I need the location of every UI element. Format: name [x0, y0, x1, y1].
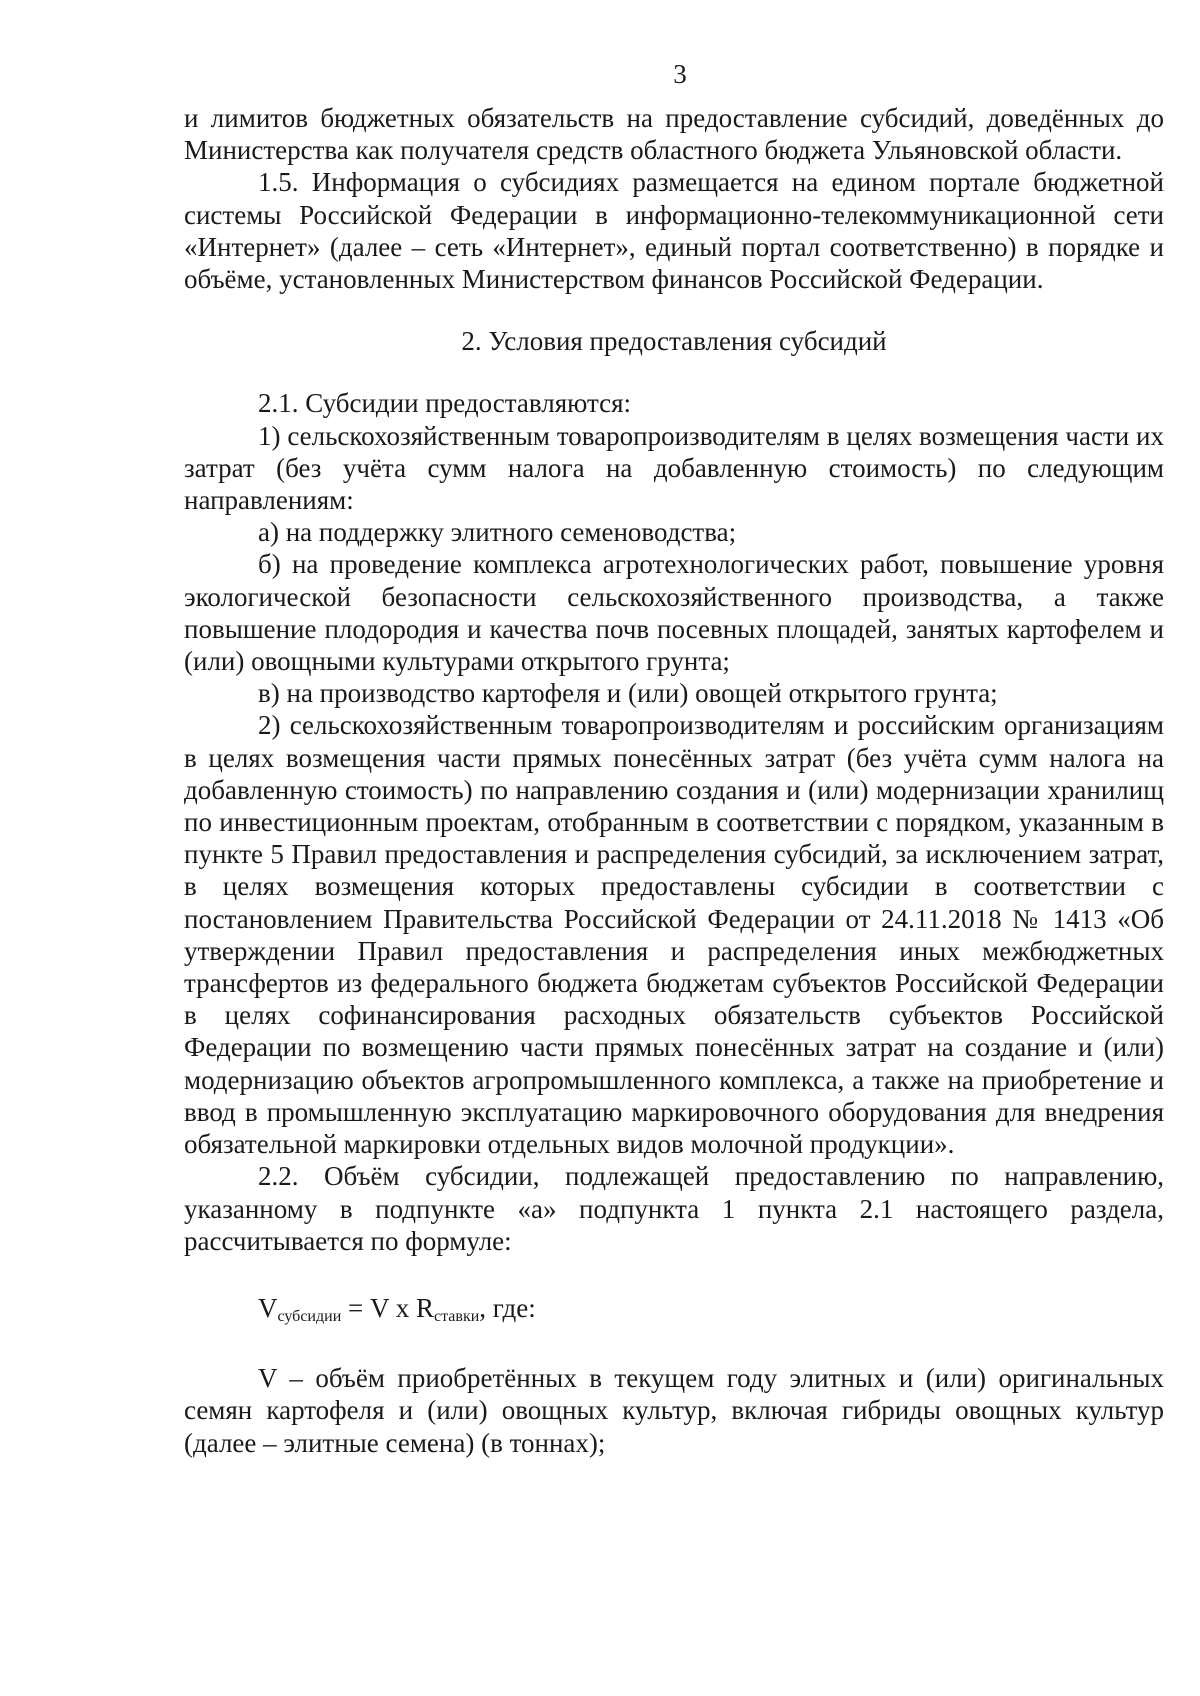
paragraph-item-1: 1) сельскохозяйственным товаропроизводителям в целях возмещения части их затрат (без учёта сумм налога на добавленную стоимость) по следующим направлениям:: [184, 420, 1164, 516]
paragraph-item-v: в) на производство картофеля и (или) овощей открытого грунта;: [258, 678, 998, 709]
paragraph-item-a: а) на поддержку элитного семеноводства;: [258, 517, 737, 548]
formula-middle: = V x R: [341, 1292, 434, 1323]
formula-r-subscript: ставки: [434, 1307, 480, 1325]
paragraph-1-5: 1.5. Информация о субсидиях размещается на едином портале бюджетной системы Российской Федерации в информационно-телекоммуникационной сети «Интернет» (далее – сеть «Интернет», единый портал соответственно) в порядке и объёме, установленных Министерством финансов Российской Федерации.: [184, 167, 1164, 295]
paragraph-item-2: 2) сельскохозяйственным товаропроизводителям и российским организациям в целях возмещения части прямых понесённых затрат (без учёта сумм налога на добавленную стоимость) по направлению создания и (или) модернизации хранилищ по инвестиционным проектам, отобранным в соответствии с порядком, указанным в пункте 5 Правил предоставления и распределения субсидий, за исключением затрат, в целях возмещения которых предоставлены субсидии в соответствии с постановлением Правительства Российской Федерации от 24.11.2018 № 1413 «Об утверждении Правил предоставления и распределения иных межбюджетных трансфертов из федерального бюджета бюджетам субъектов Российской Федерации в целях софинансирования расходных обязательств субъектов Российской Федерации по возмещению части прямых понесённых затрат на создание и (или) модернизацию объектов агропромышленного комплекса, а также на приобретение и ввод в промышленную эксплуатацию маркировочного оборудования для внедрения обязательной маркировки отдельных видов молочной продукции».: [184, 710, 1164, 1160]
paragraph-v-definition: V – объём приобретённых в текущем году элитных и (или) оригинальных семян картофеля и (или) овощных культур, включая гибриды овощных культур (далее – элитные семена) (в тоннах);: [184, 1363, 1164, 1458]
section-heading: 2. Условия предоставления субсидий: [461, 326, 887, 357]
page-number: 3: [673, 59, 687, 89]
paragraph-continuation: и лимитов бюджетных обязательств на предоставление субсидий, доведённых до Министерства как получателя средств областного бюджета Ульяновской области.: [184, 103, 1164, 166]
formula-tail: , где:: [479, 1292, 536, 1323]
formula-v: V: [258, 1292, 278, 1323]
paragraph-item-b: б) на проведение комплекса агротехнологических работ, повышение уровня экологической безопасности сельскохозяйственного производства, а также повышение плодородия и качества почв посевных площадей, занятых картофелем и (или) овощными культурами открытого грунта;: [184, 549, 1164, 677]
formula-v-subscript: субсидии: [277, 1307, 342, 1325]
paragraph-2-2: 2.2. Объём субсидии, подлежащей предоставлению по направлению, указанному в подпункте «а» подпункта 1 пункта 2.1 настоящего раздела, рассчитывается по формуле:: [184, 1161, 1164, 1256]
formula: [184, 1292, 1164, 1324]
document-body: [184, 102, 1164, 1459]
paragraph-2-1: 2.1. Субсидии предоставляются:: [258, 388, 632, 419]
